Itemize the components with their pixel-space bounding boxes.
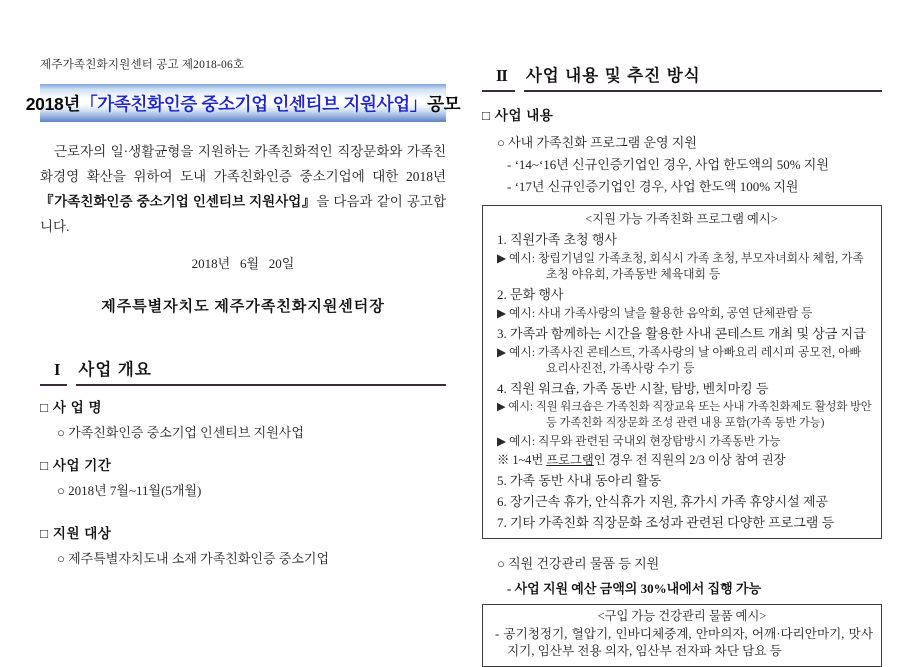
program-example-box — [482, 205, 882, 539]
health-support-title: ○ 직원 건강관리 물품 등 지원 — [497, 556, 660, 571]
section-2-title: 사업 내용 및 추진 방식 — [524, 62, 882, 92]
program-item-6: 6. 장기근속 휴가, 안식휴가 지원, 휴가시 가족 휴양시설 제공 — [497, 494, 829, 509]
program-participation-note — [491, 452, 872, 468]
intro-text-bold: 『가족친화인증 중소기업 인센티브 지원사업』 — [40, 194, 317, 209]
heading-project-period: □ 사업 기간 — [40, 457, 112, 473]
line-project-name: ○ 가족친화인증 중소기업 인센티브 지원사업 — [57, 424, 304, 440]
program-item-7: 7. 기타 가족친화 직장문화 조성과 관련된 다양한 프로그램 등 — [497, 515, 835, 530]
program-support-detail-2: - ‘17년 신규인증기업인 경우, 사업 한도액 100% 지원 — [507, 179, 799, 194]
program-item-2-example: ▶ 예시: 사내 가족사랑의 날을 활용한 음악회, 공연 단체관람 등 — [497, 306, 813, 320]
group-support-target — [40, 524, 446, 568]
health-box-title: <구입 가능 건강관리 물품 예시> — [597, 609, 767, 623]
banner-year-text: 2018년 — [25, 93, 81, 114]
program-item-4: 4. 직원 워크숍, 가족 동반 시찰, 탐방, 벤치마킹 등 — [497, 381, 769, 396]
title-banner — [25, 84, 461, 122]
program-item-2: 2. 문화 행사 — [497, 287, 564, 302]
line-support-target: ○ 제주특별자치도내 소재 가족친화인증 중소기업 — [57, 550, 330, 566]
program-item-4-example-2: ▶ 예시: 직무와 관련된 국내외 현장탐방시 가족동반 가능 — [497, 434, 781, 448]
section-1-header — [40, 356, 446, 386]
intro-paragraph — [40, 139, 446, 239]
program-support-title: ○ 사내 가족친화 프로그램 운영 지원 — [497, 135, 697, 150]
line-project-period: ○ 2018년 7월~11월(5개월) — [57, 482, 202, 498]
health-support-detail: - 사업 지원 예산 금액의 30%내에서 집행 가능 — [507, 581, 762, 596]
group-project-name — [40, 398, 446, 442]
program-support-detail-1: - ‘14~‘16년 신규인증기업인 경우, 사업 한도액의 50% 지원 — [507, 157, 829, 172]
program-item-3-example: ▶ 예시: 가족사진 콘테스트, 가족사랑의 날 아빠요리 레시피 공모전, 아빠 요리사진전, 가족사랑 수기 등 — [497, 345, 861, 375]
note-text-underlined: 프로그램 — [546, 453, 594, 467]
signature-line: 제주특별자치도 제주가족친화지원센터장 — [101, 298, 385, 315]
program-item-1: 1. 직원가족 초청 행사 — [497, 232, 617, 247]
section-2-header — [482, 62, 882, 92]
program-item-3: 3. 가족과 함께하는 시간을 활용한 사내 콘테스트 개최 및 상금 지급 — [497, 326, 866, 341]
banner-suffix-text: 공모 — [427, 93, 461, 114]
intro-text-before: 근로자의 일·생활균형을 지원하는 가족친화적인 직장문화와 가족친화경영 확산을 위하여 도내 가족친화인증 중소기업에 대한 2018년 — [40, 144, 446, 184]
banner-program-title: 「가족친화인증 중소기업 인센티브 지원사업」 — [80, 93, 428, 114]
section-1-numeral: I — [40, 360, 67, 386]
program-item-5: 5. 가족 동반 사내 동아리 활동 — [497, 473, 662, 488]
heading-project-name: □ 사 업 명 — [40, 399, 103, 415]
program-item-4-example-1: ▶ 예시: 직원 워크숍은 가족친화 직장교육 또는 사내 가족친화제도 활성화 방안 등 가족친화 직장문화 조성 관련 내용 포함(가족 동반 가능) — [497, 401, 872, 429]
right-page-column — [482, 62, 882, 667]
heading-support-target: □ 지원 대상 — [40, 525, 112, 541]
section-1-title: 사업 개요 — [76, 356, 446, 386]
health-box-items: - 공기청정기, 혈압기, 인바디체중계, 안마의자, 어깨·다리안마기, 맛사지기, 임산부 전용 의자, 임산부 전자파 차단 담요 등 — [495, 627, 873, 658]
program-item-1-example: ▶ 예시: 창립기념일 가족초청, 회식시 가족 초청, 부모자녀회사 체험, 가족 초청 야유회, 가족동반 체육대회 등 — [497, 251, 864, 281]
program-box-title: <지원 가능 가족친화 프로그램 예시> — [585, 212, 778, 226]
note-text-after: 인 경우 전 직원의 2/3 이상 참여 권장 — [593, 453, 786, 467]
heading-project-content: □ 사업 내용 — [482, 108, 554, 123]
note-text-before: ※ 1~4번 — [497, 453, 547, 467]
announcement-number: 제주가족친화지원센터 공고 제2018-06호 — [40, 59, 245, 71]
section-2-numeral: II — [482, 66, 515, 92]
left-page-column — [25, 56, 461, 568]
intro-text-after: 을 다음과 같이 공고합니다. — [40, 194, 446, 234]
announcement-date: 2018년 6월 20일 — [191, 255, 295, 271]
group-project-period — [40, 456, 446, 500]
